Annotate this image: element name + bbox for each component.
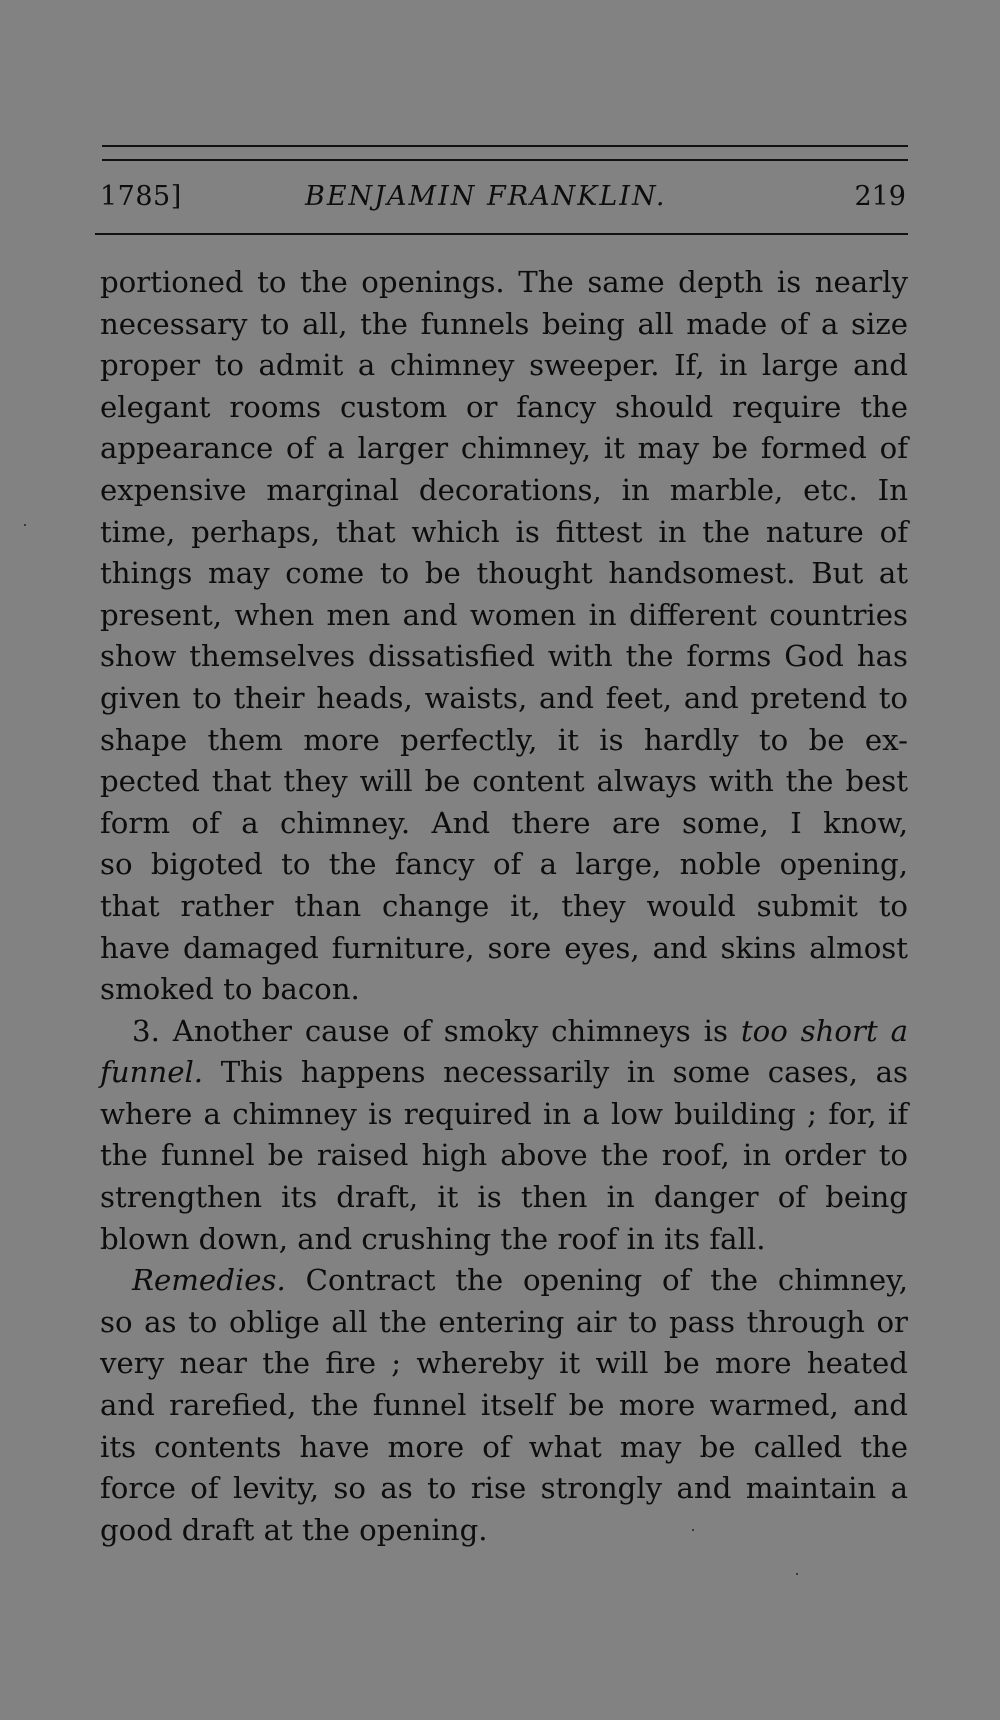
- text-line: present, when men and women in different countries: [100, 597, 908, 632]
- paragraph-2: [100, 1011, 908, 1261]
- text-line: have damaged furniture, sore eyes, and skins almost: [100, 930, 908, 965]
- running-head-year: 1785]: [100, 181, 182, 212]
- text-line: good draft at the opening.: [100, 1512, 488, 1547]
- text-line: show themselves dissatisfied with the forms God has: [100, 639, 908, 674]
- text-line: pected that they will be content always with the best: [100, 764, 908, 799]
- text-line: smoked to bacon.: [100, 972, 360, 1007]
- text-line: portioned to the openings. The same depth is nearly: [100, 265, 908, 299]
- text-line: the funnel be raised high above the roof, in order to: [100, 1138, 908, 1173]
- text-line: [100, 1011, 908, 1053]
- text-line: blown down, and crushing the roof in its fall.: [100, 1221, 766, 1256]
- text-line: necessary to all, the funnels being all made of a size: [100, 306, 908, 341]
- text-line: that rather than change it, they would submit to: [100, 888, 908, 923]
- text-line: form of a chimney. And there are some, I know,: [100, 805, 908, 840]
- text-line: so as to oblige all the entering air to pass through or: [100, 1304, 908, 1339]
- text-line: elegant rooms custom or fancy should require the: [100, 389, 908, 424]
- text-line: given to their heads, waists, and feet, and pretend to: [100, 680, 908, 715]
- text-line: appearance of a larger chimney, it may be formed of: [100, 431, 908, 466]
- text-line: [100, 1260, 908, 1302]
- text-line: very near the fire ; whereby it will be more heated: [100, 1346, 908, 1381]
- header-rule-second: [102, 159, 908, 161]
- text-line: where a chimney is required in a low building ; for, if: [100, 1096, 908, 1131]
- scan-speck: [692, 1529, 694, 1531]
- text-line: proper to admit a chimney sweeper. If, in large and: [100, 348, 908, 383]
- paragraph-3: [100, 1260, 908, 1551]
- paragraph-1: [100, 262, 908, 1011]
- text-line: its contents have more of what may be called the: [100, 1429, 908, 1464]
- text-run: Contract the opening of the chimney,: [285, 1263, 908, 1298]
- running-head-title: BENJAMIN FRANKLIN.: [305, 181, 667, 212]
- italic-phrase: Remedies.: [132, 1263, 286, 1298]
- text-line: and rarefied, the funnel itself be more warmed, and: [100, 1388, 908, 1423]
- italic-phrase: too short a: [740, 1013, 908, 1048]
- header-rule-bottom: [95, 233, 908, 235]
- text-line: time, perhaps, that which is fittest in the nature of: [100, 514, 908, 549]
- text-line: expensive marginal decorations, in marble, etc. In: [100, 472, 908, 507]
- header-rule-top: [102, 145, 908, 147]
- text-line: force of levity, so as to rise strongly and maintain a: [100, 1471, 908, 1506]
- text-line: things may come to be thought handsomest. But at: [100, 556, 908, 591]
- page-number: 219: [854, 181, 906, 212]
- italic-phrase: funnel.: [100, 1055, 204, 1090]
- text-line: [100, 1052, 908, 1094]
- running-head: [100, 181, 910, 221]
- text-run: 3. Another cause of smoky chimneys is: [132, 1013, 741, 1048]
- text-run: This happens necessarily in some cases, as: [203, 1055, 908, 1090]
- text-line: so bigoted to the fancy of a large, noble opening,: [100, 847, 908, 882]
- text-line: strengthen its draft, it is then in danger of being: [100, 1180, 908, 1215]
- body-text: [100, 262, 908, 1551]
- scan-speck: [796, 1573, 798, 1575]
- text-line: shape them more perfectly, it is hardly to be ex-: [100, 722, 908, 757]
- scan-speck: [24, 524, 26, 526]
